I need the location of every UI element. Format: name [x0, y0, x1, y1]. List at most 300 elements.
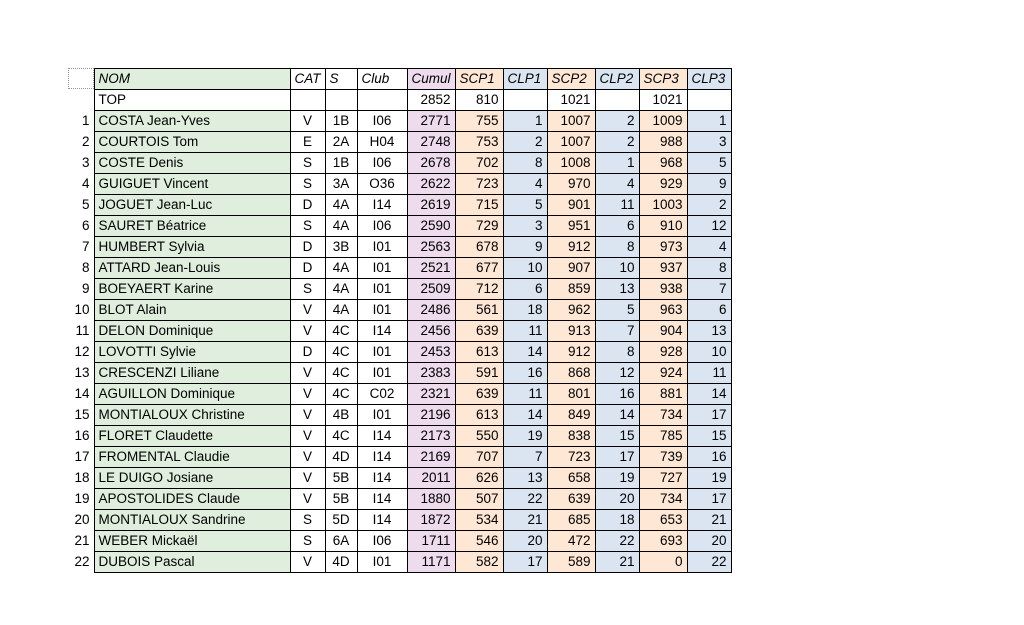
top-s	[325, 90, 357, 111]
row-cat: V	[290, 321, 325, 342]
row-cat: V	[290, 405, 325, 426]
row-clp2: 2	[595, 111, 639, 132]
row-clp3: 6	[687, 300, 731, 321]
table-row[interactable]	[68, 279, 731, 300]
row-s: 1B	[325, 111, 357, 132]
row-scp3: 938	[639, 279, 687, 300]
row-s: 4A	[325, 195, 357, 216]
row-club: I14	[357, 321, 407, 342]
row-rank: 21	[68, 531, 94, 552]
row-clp3: 13	[687, 321, 731, 342]
header-s: S	[325, 69, 357, 90]
row-clp3: 5	[687, 153, 731, 174]
row-clp3: 14	[687, 384, 731, 405]
table-row[interactable]	[68, 153, 731, 174]
row-rank: 10	[68, 300, 94, 321]
row-nom: HUMBERT Sylvia	[94, 237, 290, 258]
row-cat: D	[290, 195, 325, 216]
row-rank: 18	[68, 468, 94, 489]
row-scp1: 677	[455, 258, 503, 279]
row-cumul: 2456	[407, 321, 455, 342]
row-rank: 15	[68, 405, 94, 426]
row-clp2: 13	[595, 279, 639, 300]
top-clp2	[595, 90, 639, 111]
row-cat: V	[290, 300, 325, 321]
row-club: I01	[357, 552, 407, 573]
row-s: 6A	[325, 531, 357, 552]
row-s: 4A	[325, 216, 357, 237]
row-scp2: 901	[547, 195, 595, 216]
row-scp2: 472	[547, 531, 595, 552]
row-clp2: 11	[595, 195, 639, 216]
row-s: 4C	[325, 321, 357, 342]
row-cat: E	[290, 132, 325, 153]
row-cat: V	[290, 489, 325, 510]
row-cumul: 2173	[407, 426, 455, 447]
row-scp1: 613	[455, 342, 503, 363]
row-rank: 8	[68, 258, 94, 279]
row-nom: APOSTOLIDES Claude	[94, 489, 290, 510]
row-scp1: 715	[455, 195, 503, 216]
row-rank: 12	[68, 342, 94, 363]
row-club: I01	[357, 300, 407, 321]
row-club: O36	[357, 174, 407, 195]
row-cumul: 1711	[407, 531, 455, 552]
table-row[interactable]	[68, 321, 731, 342]
row-clp2: 7	[595, 321, 639, 342]
top-scp3: 1021	[639, 90, 687, 111]
row-s: 5B	[325, 489, 357, 510]
table-row[interactable]	[68, 384, 731, 405]
row-scp2: 970	[547, 174, 595, 195]
row-rank: 20	[68, 510, 94, 531]
row-nom: FROMENTAL Claudie	[94, 447, 290, 468]
top-scp1: 810	[455, 90, 503, 111]
row-club: I06	[357, 111, 407, 132]
row-scp2: 912	[547, 342, 595, 363]
row-clp1: 17	[503, 552, 547, 573]
row-clp2: 16	[595, 384, 639, 405]
row-nom: MONTIALOUX Christine	[94, 405, 290, 426]
top-label: TOP	[94, 90, 290, 111]
row-s: 4A	[325, 279, 357, 300]
row-s: 3B	[325, 237, 357, 258]
row-scp3: 904	[639, 321, 687, 342]
row-scp1: 546	[455, 531, 503, 552]
top-summary-row	[68, 90, 731, 111]
row-clp1: 11	[503, 384, 547, 405]
row-clp2: 10	[595, 258, 639, 279]
row-cumul: 2590	[407, 216, 455, 237]
row-cat: D	[290, 258, 325, 279]
row-clp1: 9	[503, 237, 547, 258]
row-clp1: 22	[503, 489, 547, 510]
table-row[interactable]	[68, 468, 731, 489]
header-nom: NOM	[94, 69, 290, 90]
row-s: 1B	[325, 153, 357, 174]
row-scp1: 534	[455, 510, 503, 531]
row-club: I01	[357, 237, 407, 258]
row-club: I01	[357, 363, 407, 384]
header-club: Club	[357, 69, 407, 90]
row-club: I01	[357, 405, 407, 426]
row-clp1: 21	[503, 510, 547, 531]
row-clp3: 2	[687, 195, 731, 216]
row-cumul: 2748	[407, 132, 455, 153]
table-header-row	[68, 69, 731, 90]
table-row[interactable]	[68, 552, 731, 573]
row-cumul: 2521	[407, 258, 455, 279]
row-rank: 1	[68, 111, 94, 132]
row-club: H04	[357, 132, 407, 153]
row-clp2: 19	[595, 468, 639, 489]
row-scp1: 550	[455, 426, 503, 447]
row-cumul: 2486	[407, 300, 455, 321]
row-scp3: 924	[639, 363, 687, 384]
row-rank: 2	[68, 132, 94, 153]
row-scp1: 755	[455, 111, 503, 132]
top-scp2: 1021	[547, 90, 595, 111]
row-rank: 5	[68, 195, 94, 216]
row-nom: AGUILLON Dominique	[94, 384, 290, 405]
row-clp3: 8	[687, 258, 731, 279]
row-clp3: 12	[687, 216, 731, 237]
row-s: 4B	[325, 405, 357, 426]
top-clp1	[503, 90, 547, 111]
row-cat: S	[290, 216, 325, 237]
row-s: 4A	[325, 300, 357, 321]
row-nom: LE DUIGO Josiane	[94, 468, 290, 489]
row-cumul: 2619	[407, 195, 455, 216]
row-clp2: 6	[595, 216, 639, 237]
row-scp1: 707	[455, 447, 503, 468]
row-club: I14	[357, 195, 407, 216]
row-nom: LOVOTTI Sylvie	[94, 342, 290, 363]
header-clp3: CLP3	[687, 69, 731, 90]
row-scp3: 988	[639, 132, 687, 153]
row-cumul: 2169	[407, 447, 455, 468]
row-club: I01	[357, 258, 407, 279]
row-clp2: 15	[595, 426, 639, 447]
table-row[interactable]	[68, 426, 731, 447]
row-clp3: 16	[687, 447, 731, 468]
row-scp1: 753	[455, 132, 503, 153]
row-scp2: 838	[547, 426, 595, 447]
header-scp1: SCP1	[455, 69, 503, 90]
row-cumul: 2321	[407, 384, 455, 405]
table-row[interactable]	[68, 300, 731, 321]
row-cat: V	[290, 468, 325, 489]
row-s: 4C	[325, 363, 357, 384]
row-scp2: 1007	[547, 111, 595, 132]
row-clp1: 14	[503, 405, 547, 426]
row-cumul: 1872	[407, 510, 455, 531]
row-scp2: 951	[547, 216, 595, 237]
row-rank: 9	[68, 279, 94, 300]
row-scp2: 912	[547, 237, 595, 258]
row-scp1: 626	[455, 468, 503, 489]
row-scp2: 849	[547, 405, 595, 426]
table-row[interactable]	[68, 111, 731, 132]
row-clp1: 20	[503, 531, 547, 552]
table-row[interactable]	[68, 489, 731, 510]
row-cumul: 2011	[407, 468, 455, 489]
row-nom: BLOT Alain	[94, 300, 290, 321]
row-scp3: 973	[639, 237, 687, 258]
row-cat: S	[290, 174, 325, 195]
row-scp2: 1008	[547, 153, 595, 174]
row-scp2: 658	[547, 468, 595, 489]
row-clp1: 14	[503, 342, 547, 363]
top-cat	[290, 90, 325, 111]
row-scp3: 727	[639, 468, 687, 489]
table-row[interactable]	[68, 447, 731, 468]
table-row[interactable]	[68, 174, 731, 195]
row-clp3: 20	[687, 531, 731, 552]
row-scp2: 962	[547, 300, 595, 321]
row-cat: V	[290, 426, 325, 447]
row-clp3: 3	[687, 132, 731, 153]
row-scp2: 801	[547, 384, 595, 405]
row-club: I06	[357, 153, 407, 174]
row-rank: 13	[68, 363, 94, 384]
row-clp1: 4	[503, 174, 547, 195]
row-cumul: 2563	[407, 237, 455, 258]
top-cumul: 2852	[407, 90, 455, 111]
row-scp1: 639	[455, 384, 503, 405]
row-cumul: 1880	[407, 489, 455, 510]
row-scp1: 729	[455, 216, 503, 237]
row-scp2: 907	[547, 258, 595, 279]
row-rank: 22	[68, 552, 94, 573]
row-nom: WEBER Mickaël	[94, 531, 290, 552]
row-scp3: 1003	[639, 195, 687, 216]
row-clp2: 8	[595, 237, 639, 258]
row-clp2: 2	[595, 132, 639, 153]
row-clp1: 6	[503, 279, 547, 300]
row-clp1: 5	[503, 195, 547, 216]
cell-selection-marker	[68, 68, 94, 89]
row-s: 3A	[325, 174, 357, 195]
row-s: 2A	[325, 132, 357, 153]
row-scp2: 859	[547, 279, 595, 300]
row-scp1: 678	[455, 237, 503, 258]
row-nom: BOEYAERT Karine	[94, 279, 290, 300]
row-scp3: 881	[639, 384, 687, 405]
table-row[interactable]	[68, 258, 731, 279]
row-nom: COSTE Denis	[94, 153, 290, 174]
row-cat: S	[290, 153, 325, 174]
row-nom: SAURET Béatrice	[94, 216, 290, 237]
row-scp2: 589	[547, 552, 595, 573]
row-cat: S	[290, 510, 325, 531]
row-s: 5B	[325, 468, 357, 489]
row-scp2: 1007	[547, 132, 595, 153]
row-cumul: 2383	[407, 363, 455, 384]
row-scp2: 868	[547, 363, 595, 384]
table-row[interactable]	[68, 132, 731, 153]
header-clp1: CLP1	[503, 69, 547, 90]
row-scp2: 913	[547, 321, 595, 342]
row-nom: DELON Dominique	[94, 321, 290, 342]
row-clp2: 14	[595, 405, 639, 426]
row-clp2: 22	[595, 531, 639, 552]
row-clp1: 7	[503, 447, 547, 468]
row-rank: 14	[68, 384, 94, 405]
row-clp2: 20	[595, 489, 639, 510]
row-nom: MONTIALOUX Sandrine	[94, 510, 290, 531]
table-row[interactable]	[68, 510, 731, 531]
header-scp3: SCP3	[639, 69, 687, 90]
table-row[interactable]	[68, 216, 731, 237]
table-row[interactable]	[68, 363, 731, 384]
row-clp3: 10	[687, 342, 731, 363]
row-cat: V	[290, 363, 325, 384]
row-club: I14	[357, 426, 407, 447]
row-s: 4D	[325, 552, 357, 573]
top-club	[357, 90, 407, 111]
row-nom: JOGUET Jean-Luc	[94, 195, 290, 216]
row-clp3: 17	[687, 489, 731, 510]
row-scp3: 1009	[639, 111, 687, 132]
row-clp2: 5	[595, 300, 639, 321]
row-scp1: 723	[455, 174, 503, 195]
row-clp1: 10	[503, 258, 547, 279]
table-row[interactable]	[68, 195, 731, 216]
row-cat: D	[290, 342, 325, 363]
row-club: I14	[357, 468, 407, 489]
row-nom: COSTA Jean-Yves	[94, 111, 290, 132]
row-rank: 19	[68, 489, 94, 510]
row-cumul: 2453	[407, 342, 455, 363]
header-cat: CAT	[290, 69, 325, 90]
row-scp3: 937	[639, 258, 687, 279]
row-scp1: 561	[455, 300, 503, 321]
row-clp3: 9	[687, 174, 731, 195]
row-s: 5D	[325, 510, 357, 531]
row-scp1: 702	[455, 153, 503, 174]
row-clp1: 2	[503, 132, 547, 153]
row-clp2: 21	[595, 552, 639, 573]
row-cumul: 2771	[407, 111, 455, 132]
row-cat: V	[290, 447, 325, 468]
row-scp3: 739	[639, 447, 687, 468]
row-s: 4D	[325, 447, 357, 468]
row-clp1: 11	[503, 321, 547, 342]
row-s: 4A	[325, 258, 357, 279]
row-cat: V	[290, 552, 325, 573]
row-clp3: 7	[687, 279, 731, 300]
row-clp3: 1	[687, 111, 731, 132]
row-scp3: 653	[639, 510, 687, 531]
table-body	[68, 69, 731, 573]
row-clp1: 3	[503, 216, 547, 237]
row-scp3: 929	[639, 174, 687, 195]
row-clp2: 18	[595, 510, 639, 531]
top-clp3	[687, 90, 731, 111]
row-nom: GUIGUET Vincent	[94, 174, 290, 195]
row-rank: 11	[68, 321, 94, 342]
row-cat: D	[290, 237, 325, 258]
row-nom: CRESCENZI Liliane	[94, 363, 290, 384]
row-club: I14	[357, 447, 407, 468]
row-clp2: 12	[595, 363, 639, 384]
row-s: 4C	[325, 426, 357, 447]
row-scp3: 0	[639, 552, 687, 573]
table-row[interactable]	[68, 237, 731, 258]
row-rank: 17	[68, 447, 94, 468]
table-row[interactable]	[68, 405, 731, 426]
row-clp3: 17	[687, 405, 731, 426]
row-clp1: 16	[503, 363, 547, 384]
row-clp3: 15	[687, 426, 731, 447]
row-scp1: 591	[455, 363, 503, 384]
row-cat: V	[290, 111, 325, 132]
row-club: C02	[357, 384, 407, 405]
row-scp1: 613	[455, 405, 503, 426]
row-scp3: 734	[639, 405, 687, 426]
row-cumul: 2622	[407, 174, 455, 195]
row-clp3: 11	[687, 363, 731, 384]
row-club: I06	[357, 531, 407, 552]
row-nom: DUBOIS Pascal	[94, 552, 290, 573]
row-cumul: 2196	[407, 405, 455, 426]
row-rank: 4	[68, 174, 94, 195]
row-nom: ATTARD Jean-Louis	[94, 258, 290, 279]
header-scp2: SCP2	[547, 69, 595, 90]
row-rank: 6	[68, 216, 94, 237]
row-clp1: 1	[503, 111, 547, 132]
row-scp1: 582	[455, 552, 503, 573]
row-clp3: 19	[687, 468, 731, 489]
row-scp1: 639	[455, 321, 503, 342]
row-s: 4C	[325, 384, 357, 405]
row-clp2: 17	[595, 447, 639, 468]
row-nom: COURTOIS Tom	[94, 132, 290, 153]
row-rank: 16	[68, 426, 94, 447]
row-scp3: 968	[639, 153, 687, 174]
row-scp2: 639	[547, 489, 595, 510]
row-clp3: 22	[687, 552, 731, 573]
table-row[interactable]	[68, 531, 731, 552]
row-cumul: 1171	[407, 552, 455, 573]
row-club: I06	[357, 216, 407, 237]
row-scp3: 910	[639, 216, 687, 237]
row-club: I01	[357, 342, 407, 363]
row-rank: 7	[68, 237, 94, 258]
header-clp2: CLP2	[595, 69, 639, 90]
row-nom: FLORET Claudette	[94, 426, 290, 447]
row-cat: V	[290, 384, 325, 405]
table-row[interactable]	[68, 342, 731, 363]
row-clp2: 8	[595, 342, 639, 363]
row-s: 4C	[325, 342, 357, 363]
row-scp1: 712	[455, 279, 503, 300]
row-clp1: 8	[503, 153, 547, 174]
row-scp1: 507	[455, 489, 503, 510]
row-clp1: 19	[503, 426, 547, 447]
row-scp3: 734	[639, 489, 687, 510]
row-clp1: 18	[503, 300, 547, 321]
row-cumul: 2678	[407, 153, 455, 174]
results-table	[68, 68, 732, 573]
row-scp3: 963	[639, 300, 687, 321]
row-cat: S	[290, 279, 325, 300]
row-clp1: 13	[503, 468, 547, 489]
row-clp2: 4	[595, 174, 639, 195]
row-scp2: 723	[547, 447, 595, 468]
row-scp3: 785	[639, 426, 687, 447]
